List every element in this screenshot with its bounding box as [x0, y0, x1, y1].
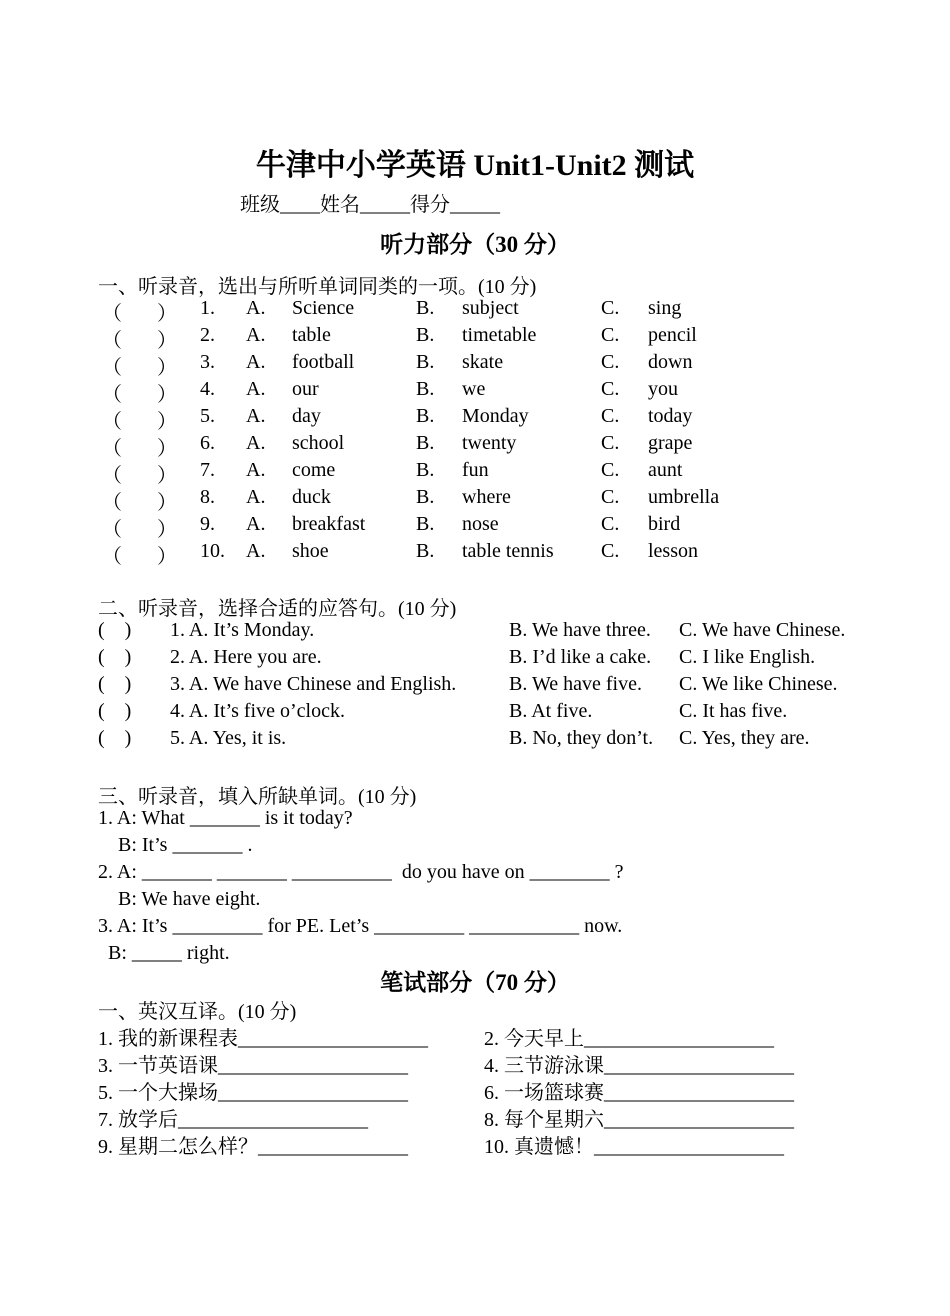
response-option-a: 4. A. It’s five o’clock. [170, 700, 345, 722]
q-b: B. [416, 351, 435, 373]
q-paren: （ ） [102, 303, 177, 325]
response-option-b: B. We have five. [509, 673, 642, 695]
q-paren: （ ） [102, 465, 177, 487]
q-a: A. [246, 405, 266, 427]
q-num: 1. [200, 297, 215, 319]
q-num: 10. [200, 540, 225, 562]
fill-in-line: 2. A: _______ _______ __________ do you have on ________ ? [98, 861, 624, 883]
question-row [0, 459, 950, 486]
q-c: C. [601, 513, 620, 535]
q-c: C. [601, 405, 620, 427]
q-a: A. [246, 486, 266, 508]
fill-in-line: B: It’s _______ . [98, 834, 253, 856]
q-b: B. [416, 486, 435, 508]
q-paren: （ ） [102, 330, 177, 352]
question-row [0, 513, 950, 540]
q-c-word: down [648, 351, 693, 373]
listening-part3-heading: 三、听录音，填入所缺单词。(10 分) [98, 786, 417, 808]
q-b: B. [416, 297, 435, 319]
q-a: A. [246, 432, 266, 454]
question-row [0, 727, 950, 754]
q-num: 4. [200, 378, 215, 400]
response-option-paren: ( ) [98, 673, 132, 695]
fill-in-line: B: We have eight. [98, 888, 261, 910]
q-c: C. [601, 540, 620, 562]
q-a: A. [246, 324, 266, 346]
q-b: B. [416, 540, 435, 562]
q-num: 5. [200, 405, 215, 427]
listening-part1-heading: 一、听录音，选出与所听单词同类的一项。(10 分) [98, 276, 537, 298]
response-option-b: B. No, they don’t. [509, 727, 654, 749]
writing-part1-heading: 一、英汉互译。(10 分) [98, 1001, 297, 1023]
response-option-paren: ( ) [98, 727, 132, 749]
q-a: A. [246, 351, 266, 373]
q-c-word: you [648, 378, 678, 400]
q-paren: （ ） [102, 492, 177, 514]
q-num: 6. [200, 432, 215, 454]
q-c: C. [601, 297, 620, 319]
q-paren: （ ） [102, 546, 177, 568]
q-a-word: Science [292, 297, 355, 319]
q-a-word: duck [292, 486, 331, 508]
response-option-paren: ( ) [98, 619, 132, 641]
translation-item: 6. 一场篮球赛___________________ [484, 1082, 794, 1104]
q-paren: （ ） [102, 411, 177, 433]
q-a: A. [246, 540, 266, 562]
q-b-word: Monday [462, 405, 529, 427]
q-b-word: timetable [462, 324, 537, 346]
response-option-a: 1. A. It’s Monday. [170, 619, 315, 641]
question-row [0, 405, 950, 432]
q-b: B. [416, 405, 435, 427]
response-option-c: C. I like English. [679, 646, 816, 668]
q-a: A. [246, 459, 266, 481]
translation-item: 10. 真遗憾！___________________ [484, 1136, 784, 1158]
q-b-word: nose [462, 513, 499, 535]
q-c-word: pencil [648, 324, 697, 346]
question-row [0, 297, 950, 324]
q-a: A. [246, 513, 266, 535]
q-b-word: where [462, 486, 511, 508]
q-b-word: subject [462, 297, 519, 319]
q-c-word: aunt [648, 459, 683, 481]
translation-item: 7. 放学后___________________ [98, 1109, 368, 1131]
response-option-c: C. We have Chinese. [679, 619, 846, 641]
q-a-word: breakfast [292, 513, 366, 535]
q-b: B. [416, 459, 435, 481]
q-c-word: umbrella [648, 486, 720, 508]
listening-part2-heading: 二、听录音，选择合适的应答句。(10 分) [98, 598, 457, 620]
response-option-b: B. We have three. [509, 619, 651, 641]
q-b: B. [416, 513, 435, 535]
q-num: 7. [200, 459, 215, 481]
translation-item: 1. 我的新课程表___________________ [98, 1028, 428, 1050]
q-a-word: football [292, 351, 355, 373]
fill-in-line: 1. A: What _______ is it today? [98, 807, 353, 829]
page-title: 牛津中小学英语 Unit1-Unit2 测试 [255, 149, 695, 182]
response-option-c: C. Yes, they are. [679, 727, 810, 749]
fill-in-line: 3. A: It’s _________ for PE. Let’s _________ ___________ now. [98, 915, 623, 937]
listening-section-title: 听力部分（30 分） [380, 232, 570, 257]
q-c-word: bird [648, 513, 681, 535]
q-paren: （ ） [102, 519, 177, 541]
response-option-a: 3. A. We have Chinese and English. [170, 673, 457, 695]
q-b: B. [416, 378, 435, 400]
q-c: C. [601, 432, 620, 454]
question-row [0, 432, 950, 459]
response-option-paren: ( ) [98, 700, 132, 722]
question-row [0, 673, 950, 700]
q-c-word: grape [648, 432, 693, 454]
q-c: C. [601, 324, 620, 346]
translation-item: 4. 三节游泳课___________________ [484, 1055, 794, 1077]
question-row [0, 486, 950, 513]
q-num: 2. [200, 324, 215, 346]
response-option-a: 2. A. Here you are. [170, 646, 322, 668]
question-row [0, 700, 950, 727]
translation-item: 9. 星期二怎么样？_______________ [98, 1136, 408, 1158]
q-a-word: come [292, 459, 336, 481]
q-num: 8. [200, 486, 215, 508]
q-b-word: table tennis [462, 540, 554, 562]
q-a-word: day [292, 405, 321, 427]
q-num: 3. [200, 351, 215, 373]
q-c: C. [601, 378, 620, 400]
q-a: A. [246, 297, 266, 319]
translation-item: 3. 一节英语课___________________ [98, 1055, 408, 1077]
q-b-word: fun [462, 459, 489, 481]
q-a: A. [246, 378, 266, 400]
response-option-paren: ( ) [98, 646, 132, 668]
q-b-word: twenty [462, 432, 517, 454]
response-option-c: C. We like Chinese. [679, 673, 838, 695]
q-b: B. [416, 432, 435, 454]
q-c: C. [601, 459, 620, 481]
question-row [0, 324, 950, 351]
q-paren: （ ） [102, 357, 177, 379]
question-row [0, 540, 950, 567]
response-option-a: 5. A. Yes, it is. [170, 727, 287, 749]
response-option-b: B. I’d like a cake. [509, 646, 652, 668]
q-num: 9. [200, 513, 215, 535]
q-b: B. [416, 324, 435, 346]
question-row [0, 378, 950, 405]
q-paren: （ ） [102, 384, 177, 406]
q-b-word: we [462, 378, 486, 400]
q-c: C. [601, 486, 620, 508]
q-a-word: shoe [292, 540, 329, 562]
question-row [0, 351, 950, 378]
writing-section-title: 笔试部分（70 分） [380, 970, 570, 995]
q-a-word: our [292, 378, 319, 400]
translation-item: 2. 今天早上___________________ [484, 1028, 774, 1050]
q-c: C. [601, 351, 620, 373]
question-row [0, 619, 950, 646]
q-b-word: skate [462, 351, 504, 373]
response-option-b: B. At five. [509, 700, 593, 722]
q-c-word: sing [648, 297, 682, 319]
response-option-c: C. It has five. [679, 700, 788, 722]
translation-item: 5. 一个大操场___________________ [98, 1082, 408, 1104]
q-paren: （ ） [102, 438, 177, 460]
q-c-word: today [648, 405, 693, 427]
student-info-line: 班级____姓名_____得分_____ [240, 194, 500, 216]
q-a-word: school [292, 432, 345, 454]
q-c-word: lesson [648, 540, 698, 562]
translation-item: 8. 每个星期六___________________ [484, 1109, 794, 1131]
q-a-word: table [292, 324, 331, 346]
fill-in-line: B: _____ right. [98, 942, 230, 964]
question-row [0, 646, 950, 673]
